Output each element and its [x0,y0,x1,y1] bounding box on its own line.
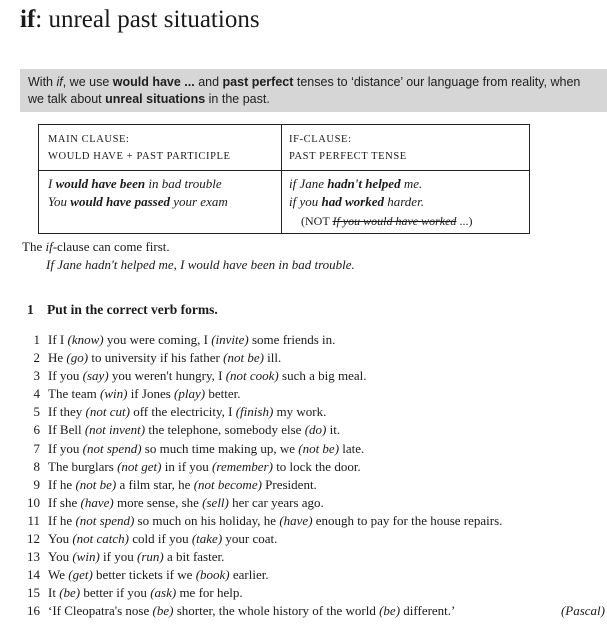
item-number: 10 [27,494,40,510]
main-clause-example-2: You would have passed your exam [48,194,228,209]
item-sentence: If he (not spend) so much on his holiday, he (have) enough to pay for the house repairs. [48,512,503,528]
item-sentence: If he (not be) a film star, he (not become) President. [48,476,317,492]
exercise-header [27,302,218,318]
exercise-item [24,566,607,584]
item-sentence: The burglars (not get) in if you (remember) to lock the door. [48,458,361,474]
item-number: 4 [33,386,40,402]
item-number: 11 [27,512,40,528]
table-divider-vertical [281,125,282,233]
item-number: 3 [33,368,40,384]
exercise-item [24,421,607,439]
intro-box [20,69,607,112]
exercise-item [24,440,607,458]
item-number: 16 [27,603,40,619]
item-number: 13 [27,549,40,565]
exercise-item [24,367,607,385]
title-keyword: if [20,6,36,33]
item-sentence: If I (know) you were coming, I (invite) some friends in. [48,332,336,347]
item-number: 6 [33,422,40,438]
if-clause-example-1: if Jane hadn't helped me. [289,176,423,191]
exercise-item [24,512,607,530]
exercise-item [24,349,607,367]
item-sentence: ‘If Cleopatra's nose (be) shorter, the whole history of the world (be) different.’ [48,603,456,619]
item-number: 7 [33,440,40,456]
exercise-item [24,458,607,476]
item-number: 2 [33,350,40,366]
item-sentence: If they (not cut) off the electricity, I (finish) my work. [48,404,327,420]
quote-source: (Pascal) [560,603,605,619]
exercise-item [24,476,607,494]
item-sentence: He (go) to university if his father (not be) ill. [48,350,282,366]
item-sentence: If Bell (not invent) the telephone, somebody else (do) it. [48,422,341,438]
item-number: 8 [33,458,40,474]
item-number: 14 [27,567,40,583]
item-number: 1 [33,332,40,347]
exercise-item [24,385,607,403]
if-clause-first-example: If Jane hadn't helped me, I would have been in bad trouble. [46,257,355,272]
item-sentence: If you (say) you weren't hungry, I (not cook) such a big meal. [48,368,367,384]
item-sentence: If you (not spend) so much time making up, we (not be) late. [48,440,365,456]
exercise-item [24,548,607,566]
title-text: : unreal past situations [35,6,260,33]
exercise-item [24,584,607,602]
item-number: 9 [33,476,40,492]
exercise-item [24,403,607,421]
if-clause-header-1: IF-CLAUSE: [289,134,352,145]
main-clause-header-2: WOULD HAVE + PAST PARTICIPLE [48,151,231,162]
item-sentence: We (get) better tickets if we (book) earlier. [48,567,269,583]
if-clause-header-2: PAST PERFECT TENSE [289,151,407,162]
main-clause-header-1: MAIN CLAUSE: [48,134,130,145]
exercise-items [24,331,607,621]
item-sentence: It (be) better if you (ask) me for help. [48,585,243,601]
main-clause-example-1: I would have been in bad trouble [48,176,222,191]
exercise-instruction: Put in the correct verb forms. [47,302,218,317]
page-title [20,4,260,36]
if-clause-note: (NOT If you would have worked ...) [301,214,473,228]
grammar-table [38,124,530,234]
intro-text: With if, we use would have ... and past perfect tenses to ‘distance’ our language from reality, when we talk about unreal situations in the past. [28,75,581,106]
if-clause-example-2: if you had worked harder. [289,194,424,209]
item-number: 5 [33,404,40,420]
item-number: 12 [27,531,40,547]
table-divider-horizontal [39,170,529,171]
item-sentence: The team (win) if Jones (play) better. [48,386,241,402]
item-sentence: You (win) if you (run) a bit faster. [48,549,225,565]
exercise-item [24,530,607,548]
item-number: 15 [27,585,40,601]
item-sentence: If she (have) more sense, she (sell) her car years ago. [48,494,324,510]
exercise-item [24,331,607,349]
item-sentence: You (not catch) cold if you (take) your coat. [48,531,278,547]
exercise-item [24,494,607,512]
exercise-number: 1 [27,302,34,317]
exercise-item [24,602,607,620]
if-clause-first-note: The if-clause can come first. [22,239,170,254]
